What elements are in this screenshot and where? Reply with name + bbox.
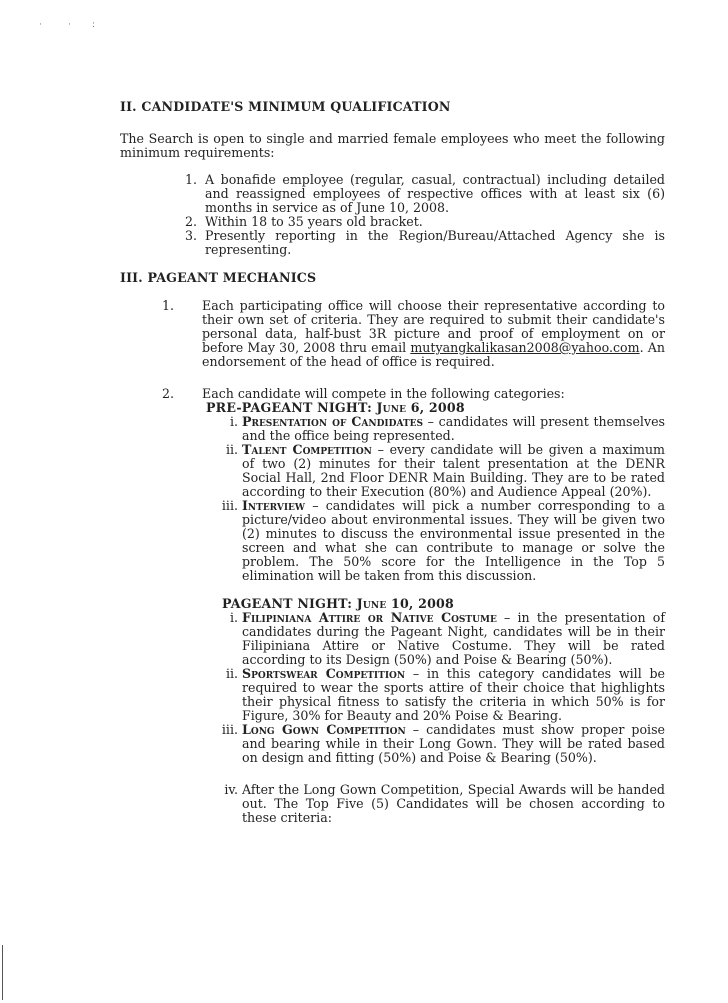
list-item bbox=[162, 387, 665, 825]
pageant-night-section bbox=[222, 597, 665, 825]
category-text: – candidates will present themselves and the office being represented. bbox=[242, 414, 665, 443]
category-term: Long Gown Competition bbox=[242, 722, 406, 737]
roman-number: i. bbox=[229, 610, 238, 625]
item-text: Each candidate will compete in the following categories: bbox=[202, 386, 565, 401]
mechanics-list bbox=[162, 299, 665, 825]
pre-pageant-list-wrap bbox=[222, 415, 665, 825]
list-item bbox=[185, 173, 665, 215]
list-item bbox=[222, 443, 665, 499]
list-item bbox=[185, 215, 665, 229]
roman-number: ii. bbox=[225, 442, 238, 457]
category-text: – candidates must show proper poise and bearing while in their Long Gown. They will be rated based on design and fitting (50%) and Poise & Bearing (50%). bbox=[242, 722, 665, 765]
scan-mark: · bbox=[39, 20, 42, 30]
item-number: 2. bbox=[162, 386, 175, 401]
item-text: Within 18 to 35 years old bracket. bbox=[205, 214, 423, 229]
item-number: 1. bbox=[185, 172, 198, 187]
pre-pageant-list bbox=[222, 415, 665, 583]
item-text: Each participating office will choose their representative according to their own set of criteria. They are required to submit their candidate's personal data, half-bust 3R picture and proof of employment on or before May 30, 2008 thru email bbox=[202, 298, 665, 355]
list-item bbox=[222, 783, 665, 825]
qualification-list bbox=[185, 173, 665, 257]
scan-mark: · bbox=[68, 20, 71, 30]
category-text: – in the presentation of candidates during the Pageant Night, candidates will be in their Filipiniana Attire or Native Costume. They will be rated according to its Design (50%) and Poise & Bearing (50%). bbox=[242, 610, 666, 667]
list-item bbox=[185, 229, 665, 257]
item-text: . An endorsement of the head of office is required. bbox=[202, 340, 665, 369]
list-item bbox=[222, 611, 665, 667]
category-term: Sportswear Competition bbox=[242, 666, 406, 681]
category-term: Interview bbox=[242, 498, 305, 513]
roman-number: iv. bbox=[224, 782, 238, 797]
email-link[interactable]: mutyangkalikasan2008@yahoo.com bbox=[410, 340, 640, 355]
section-iii-heading: III. PAGEANT MECHANICS bbox=[120, 270, 317, 285]
list-item bbox=[162, 299, 665, 369]
category-text: – in this category candidates will be required to wear the sports attire of their choice that highlights their physical fitness to satisfy the criteria in which 50% is for Figure, 30% for Beauty and 20% Poise & Bearing. bbox=[242, 666, 665, 723]
item-text: Presently reporting in the Region/Bureau/Attached Agency she is representing. bbox=[205, 228, 665, 257]
item-number: 2. bbox=[185, 214, 198, 229]
item-number: 1. bbox=[162, 298, 175, 313]
pageant-night-heading: PAGEANT NIGHT: June 10, 2008 bbox=[222, 596, 454, 611]
awards-text: After the Long Gown Competition, Special Awards will be handed out. The Top Five (5) Candidates will be chosen according to these criteria: bbox=[242, 782, 665, 825]
category-term: Filipiniana Attire or Native Costume bbox=[242, 610, 497, 625]
list-item bbox=[222, 723, 665, 765]
item-number: 3. bbox=[185, 228, 198, 243]
section-ii-heading: II. CANDIDATE'S MINIMUM QUALIFICATION bbox=[120, 99, 451, 114]
section-ii-intro: The Search is open to single and married female employees who meet the following minimum requirements: bbox=[120, 131, 665, 160]
roman-number: iii. bbox=[221, 498, 238, 513]
document-body bbox=[120, 100, 665, 825]
list-item bbox=[222, 415, 665, 443]
scan-edge-line bbox=[2, 945, 3, 1000]
item-text: A bonafide employee (regular, casual, contractual) including detailed and reassigned employees of respective offices with at least six (6) months in service as of June 10, 2008. bbox=[205, 172, 665, 215]
awards-list bbox=[222, 783, 665, 825]
pageant-night-list bbox=[222, 611, 665, 765]
roman-number: ii. bbox=[225, 666, 238, 681]
list-item bbox=[222, 499, 665, 583]
category-text: – every candidate will be given a maximum of two (2) minutes for their talent presentation at the DENR Social Hall, 2nd Floor DENR Main Building. They are to be rated according to their Execution (80%) and Audience Appeal (20%). bbox=[242, 442, 665, 499]
list-item bbox=[222, 667, 665, 723]
roman-number: i. bbox=[229, 414, 238, 429]
pre-pageant-heading: PRE-PAGEANT NIGHT: June 6, 2008 bbox=[206, 400, 465, 415]
roman-number: iii. bbox=[221, 722, 238, 737]
category-text: – candidates will pick a number corresponding to a picture/video about environmental issues. They will be given two (2) minutes to discuss the environmental issue presented in the screen and what she can contribute to manage or solve the problem. The 50% score for the Intelligence in the Top 5 elimination will be taken from this discussion. bbox=[242, 498, 665, 583]
category-term: Talent Competition bbox=[242, 442, 372, 457]
category-term: Presentation of Candidates bbox=[242, 414, 423, 429]
scan-mark: : bbox=[92, 20, 96, 30]
